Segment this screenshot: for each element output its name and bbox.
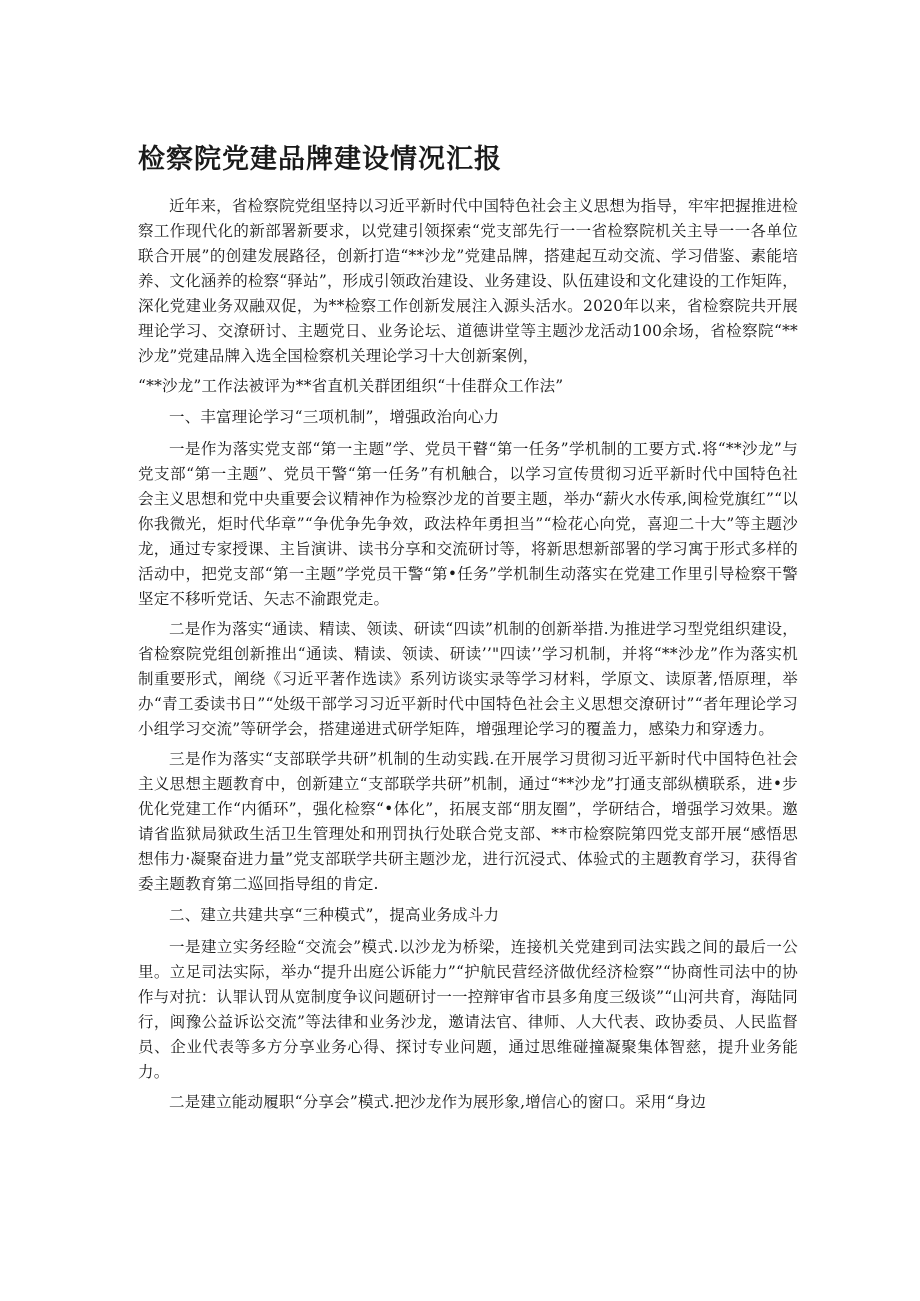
document-title: 检察院党建品牌建设情况汇报 (138, 144, 502, 175)
section-1-paragraph-3: 三是作为落实“支部联学共研”机制的生动实践.在开展学习贯彻习近平新时代中国特色社会主义思想主题教育中，创新建立“支部联学共研”机制，通过“**沙龙”打通支部纵横联系，进•步优化党建工作“内循环”，强化检察“•体化”，拓展支部“朋友圈”，学研结合，增强学习效果。邀请省监狱局狱政生活卫生管理处和刑罚执行处联合党支部、**市检察院第四党支部开展“感悟思想伟力·凝聚奋进力量”党支部联学共研主题沙龙，进行沉浸式、体验式的主题教育学习，获得省委主题教育第二巡回指导组的肯定. (138, 750, 798, 893)
section-2-heading: 二、建立共建共享“三种模式”，提高业务成斗力 (169, 906, 500, 924)
section-2-paragraph-1: 一是建立实务经睑“交流会”模式.以沙龙为桥梁，连接机关党建到司法实践之间的最后一公里。立足司法实际，举办“提升出庭公诉能力”“护航民营经济做优经济检察”“协商性司法中的协作与对抗：认罪认罚从宽制度争议问题研讨一一控辩审省市县多角度三级谈”“山河共育，海陆同行，闽豫公益诉讼交流”等法律和业务沙龙，邀请法官、律师、人大代表、政协委员、人民监督员、企业代表等多方分享业务心得、探讨专业问题，通过思维碰撞凝聚集体智慈，提升业务能力。 (138, 938, 798, 1081)
document-page (138, 140, 798, 1120)
section-1-paragraph-2: 二是作为落实“通读、精读、领读、研读“四读”机制的创新举措.为推进学习型党组织建设，省检察院党组创新推出“通读、精读、领读、研读’’"四读’’学习机制，并将“**沙龙”作为落实机制重要形式，阐绕《习近平著作选读》系列访谈实录等学习材料，学原文、读原著,悟原理，举办“青工委读书日”“处级干部学习习近平新时代中国特色社会主义思想交潦研讨”“者年理论学习小组学习交流”等研学会，搭建递进式研学矩阵，增强理论学习的覆盖力，感染力和穿透力。 (138, 620, 798, 738)
section-2-paragraph-2: 二是建立能动履职“分享会”模式.把沙龙作为展形象,增信心的窗口。采用“身边 (169, 1093, 707, 1111)
section-1-paragraph-1: 一是作为落实党支部“第一主题”学、党员干瞽“第一任务”学机制的工要方式.将“**沙龙”与党支部“第一主题”、党员干警“第一任务”有机触合，以学习宣传贯彻习近平新时代中国特色社会主义思想和党中央重要会议精神作为检察沙龙的首要主题，举办“薪火水传承,闽检党旗红”“以你我微光，炬时代华章”“争优争先争效，政法枠年勇担当”“检花心向党，喜迎二十大”等主题沙龙，通过专家授课、主旨演讲、读书分享和交流研讨等，将新思想新部署的学习寓于形式多样的活动中，把党支部“第一主题”学党员干警“第•任务”学机制生动落实在党建工作里引导检察干警坚定不移听党话、矢志不渝跟党走。 (138, 440, 798, 608)
intro-paragraph: 近年来，省检察院党组坚持以习近平新时代中国特色社会主义思想为指导，牢牢把握推进检察工作现代化的新部署新要求，以党建引领探索“党支部先行一一省检察院机关主导一一各单位联合开展”的创建发展路径，创新打造“**沙龙”党建品牌，搭建起互动交流、学习借鉴、素能培养、文化涵养的检察“驿站”，形成引领政治建设、业务建设、队伍建设和文化建设的工作矩阵，深化党建业务双融双促，为**检察工作创新发展注入源头活水。2020年以来，省检察院共开展理论学习、交潦研讨、主题党日、业务论坛、道德讲堂等主题沙龙活动100余场，省检察院“**沙龙”党建品牌入选全国检察机关理论学习十大创新案例， (138, 197, 798, 365)
intro-tail-paragraph: “**沙龙”工作法被评为**省直机关群团组织“十佳群众工作法” (138, 377, 564, 395)
section-1-heading: 一、丰富理论学习“三项机制”，增强政治向心力 (169, 408, 500, 426)
